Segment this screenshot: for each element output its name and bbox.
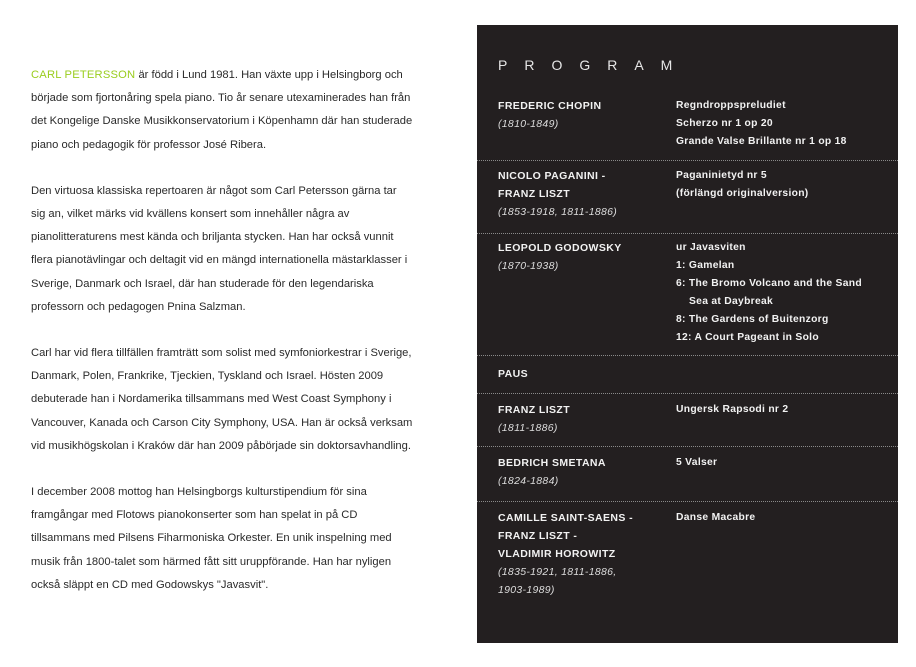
intermission-label: PAUS <box>498 368 528 380</box>
bio-paragraph-1 <box>31 64 413 157</box>
intermission-block <box>498 365 668 383</box>
program-row-saint-saens <box>477 502 898 612</box>
program-title: PROGRAM <box>498 57 690 73</box>
work-title: 12: A Court Pageant in Solo <box>676 332 819 343</box>
composer-name: BEDRICH SMETANA <box>498 457 606 469</box>
composer-block <box>498 401 668 437</box>
composer-years: 1903-1989) <box>498 584 555 596</box>
program-row-paganini-liszt <box>477 161 898 234</box>
program-row-intermission <box>477 356 898 394</box>
work-title: (förlängd originalversion) <box>676 188 809 199</box>
composer-name: FRANZ LISZT <box>498 188 571 200</box>
works-list <box>676 239 891 347</box>
artist-name: CARL PETERSSON <box>31 69 136 81</box>
work-title: ur Javasviten <box>676 242 746 253</box>
composer-name: CAMILLE SAINT-SAENS - <box>498 512 633 524</box>
work-title: Sea at Daybreak <box>689 296 774 307</box>
composer-block <box>498 97 668 133</box>
composer-name: FRANZ LISZT <box>498 404 571 416</box>
composer-block <box>498 509 678 599</box>
work-title: 1: Gamelan <box>676 260 735 271</box>
work-title: Ungersk Rapsodi nr 2 <box>676 404 789 415</box>
work-title: Paganinietyd nr 5 <box>676 170 767 181</box>
composer-years: (1810-1849) <box>498 118 559 130</box>
composer-name: NICOLO PAGANINI - <box>498 170 606 182</box>
work-title: Scherzo nr 1 op 20 <box>676 118 773 129</box>
composer-block <box>498 239 668 275</box>
work-title: Danse Macabre <box>676 512 756 523</box>
program-panel <box>477 25 898 643</box>
bio-paragraph-2: Den virtuosa klassiska repertoaren är något som Carl Petersson gärna tar sig an, vilket märks vid kvällens konsert som innehåller några av pianolitteraturens mest kända och briljanta stycken. Han har också vunnit flera pianotävlingar och deltagit vid en mängd internationella mästarklasser i Sverige, Danmark och Israel, där han studerade för den legendariska professorn och pedagogen Pnina Salzman. <box>31 184 408 313</box>
works-list <box>676 97 891 151</box>
composer-name: FREDERIC CHOPIN <box>498 100 602 112</box>
bio-paragraph-3: Carl har vid flera tillfällen framträtt som solist med symfoniorkestrar i Sverige, Danmark, Polen, Frankrike, Tjeckien, Tyskland och Israel. Hösten 2009 debuterade han i Nordamerika tillsammans med West Coast Symphony i Vancouver, Kanada och Carson City Symphony, USA. Han är också verksam vid musikhögskolan i Kraków där han 2009 påbörjade sin doktorsavhandling. <box>31 347 413 452</box>
composer-name: VLADIMIR HOROWITZ <box>498 548 616 560</box>
bio-paragraph-1-text: är född i Lund 1981. Han växte upp i Helsingborg och började som fjortonåring spela piano. Tio år senare utexaminerades han från det Kongelige Danske Musikkonservatorium i Köpenhamn där han studerade piano och pedagogik för professor José Ribera. <box>31 69 413 151</box>
program-row-godowsky <box>477 234 898 356</box>
composer-block <box>498 167 668 221</box>
work-title: Regndroppspreludiet <box>676 100 786 111</box>
composer-years: (1811-1886) <box>498 422 558 434</box>
biography-text <box>31 64 413 620</box>
composer-name: LEOPOLD GODOWSKY <box>498 242 622 254</box>
work-title: 5 Valser <box>676 457 718 468</box>
works-list <box>676 454 891 472</box>
composer-years: (1835-1921, 1811-1886, <box>498 566 617 578</box>
work-title: Grande Valse Brillante nr 1 op 18 <box>676 136 847 147</box>
composer-years: (1824-1884) <box>498 475 559 487</box>
program-row-smetana <box>477 447 898 502</box>
program-row-chopin <box>477 95 898 161</box>
works-list <box>676 167 891 203</box>
program-row-liszt <box>477 394 898 447</box>
composer-name: FRANZ LISZT - <box>498 530 578 542</box>
composer-years: (1853-1918, 1811-1886) <box>498 206 618 218</box>
composer-years: (1870-1938) <box>498 260 559 272</box>
works-list <box>676 401 891 419</box>
works-list <box>676 509 891 527</box>
bio-paragraph-4: I december 2008 mottog han Helsingborgs kulturstipendium för sina framgångar med Flotows pianokonserter som han spelat in på CD tillsammans med Pilsens Fiharmoniska Orkester. En unik inspelning med musik från 1800-talet som härmed fått sitt uruppförande. Han har nyligen också släppt en CD med Godowskys "Javasvit". <box>31 486 392 591</box>
biography-page <box>0 0 440 667</box>
work-title: 6: The Bromo Volcano and the Sand <box>676 278 862 289</box>
composer-block <box>498 454 668 490</box>
work-title: 8: The Gardens of Buitenzorg <box>676 314 829 325</box>
